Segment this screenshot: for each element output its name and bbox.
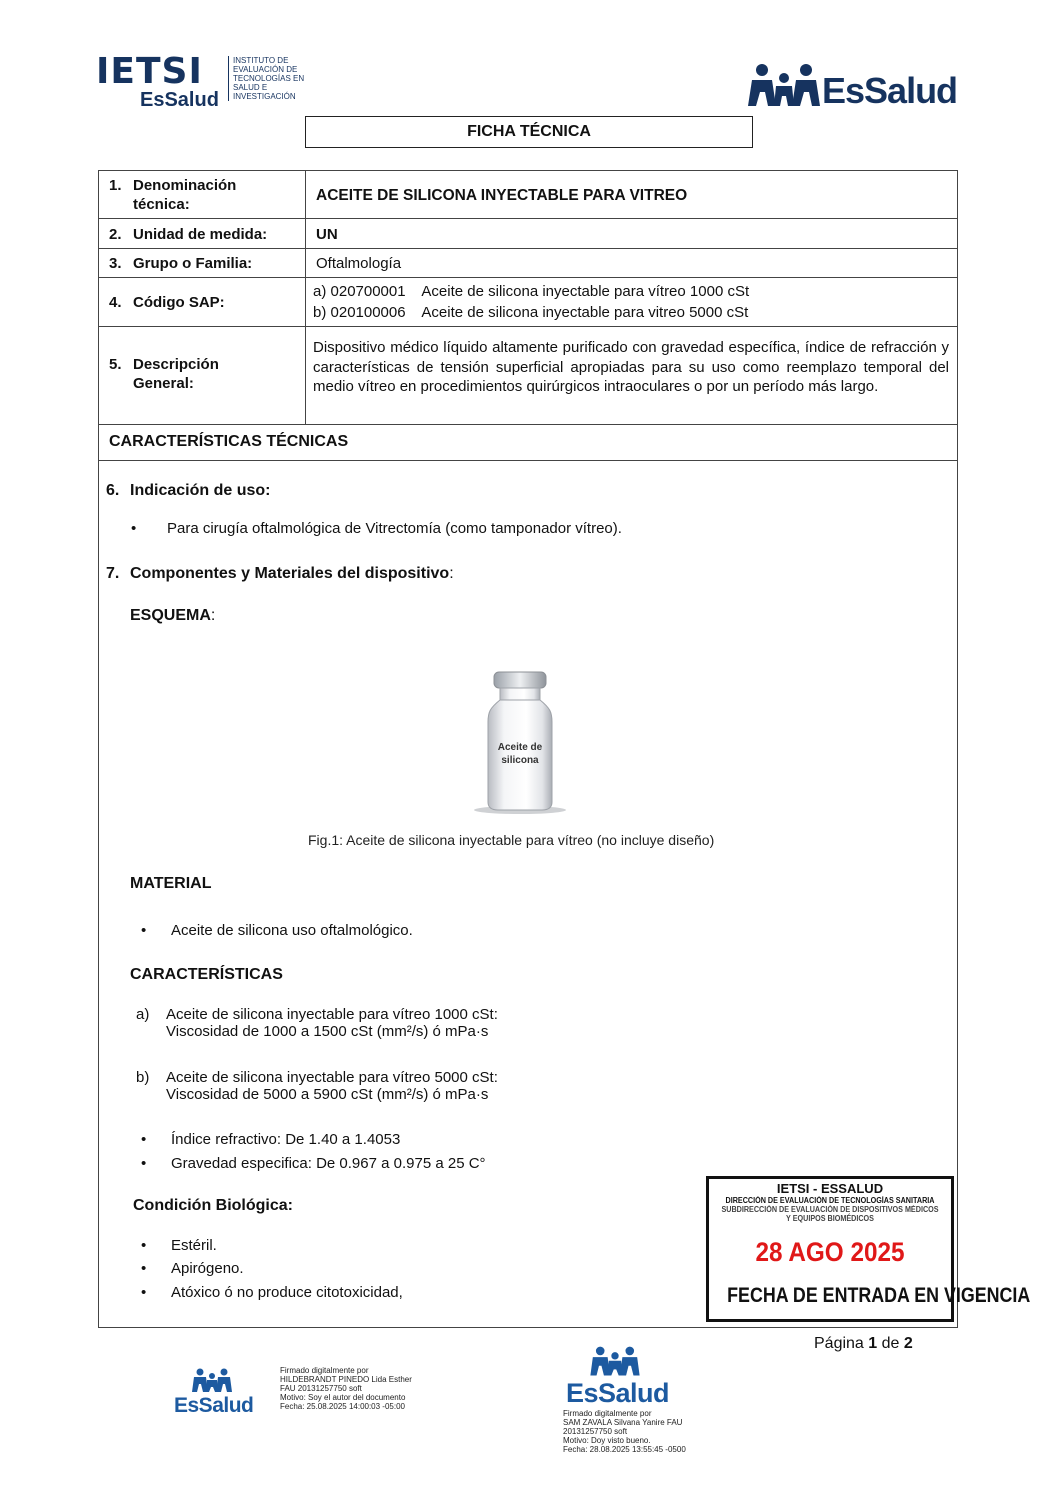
esquema-text: ESQUEMA: [130, 607, 211, 624]
ietsi-line: INVESTIGACIÓN: [233, 92, 296, 101]
caracteristicas-title: CARACTERÍSTICAS: [130, 966, 283, 983]
row-label-text: Código SAP:: [133, 294, 225, 311]
silicone-vial-image: [472, 668, 568, 814]
pager-total: 2: [903, 1335, 913, 1352]
row-label-text: Descripción: [133, 356, 219, 373]
item-letter: b): [136, 1069, 150, 1086]
essalud-logo-text: EsSalud: [822, 70, 958, 111]
row-number: 4.: [109, 294, 122, 311]
row-5-label: [109, 355, 219, 393]
row-2-label: [109, 225, 267, 244]
ietsi-logo-text: IETSI: [96, 51, 203, 92]
section-title-colon: :: [449, 565, 454, 582]
bullet-icon: •: [141, 1284, 147, 1301]
signature-right-text: [563, 1409, 686, 1454]
stamp-title: IETSI - ESSALUD: [776, 1181, 884, 1196]
signature-line: HILDEBRANDT PINEDO Lida Esther: [280, 1375, 412, 1384]
row-divider: [98, 248, 958, 249]
row-number: 1.: [109, 177, 122, 194]
family-icon: [192, 1368, 232, 1394]
stamp-date: 28 AGO 2025: [755, 1237, 905, 1267]
column-divider: [305, 170, 306, 424]
section-title-text: Indicación de uso:: [130, 482, 271, 499]
bullet-icon: •: [141, 1260, 147, 1277]
signature-line: Firmado digitalmente por: [563, 1409, 652, 1418]
list-item-text: Estéril.: [171, 1237, 217, 1254]
section-title-text: Componentes y Materiales del dispositivo: [130, 565, 450, 582]
row-divider: [98, 460, 958, 461]
ietsi-line: INSTITUTO DE: [233, 56, 289, 65]
row-1-value: ACEITE DE SILICONA INYECTABLE PARA VITREO: [316, 187, 688, 204]
row-divider: [98, 218, 958, 219]
item-text: Viscosidad de 5000 a 5900 cSt (mm²/s) ó mPa·s: [166, 1086, 489, 1103]
esquema-title: [130, 607, 215, 625]
list-item: [141, 1260, 244, 1277]
ietsi-institute-name: [228, 56, 313, 101]
vial-icon: [472, 668, 568, 814]
material-title: MATERIAL: [130, 875, 212, 892]
section-header: CARACTERÍSTICAS TÉCNICAS: [109, 433, 349, 450]
signature-right-logo: [566, 1346, 670, 1408]
signature-line: Motivo: Soy el autor del documento: [280, 1393, 406, 1402]
list-item: [141, 1155, 486, 1172]
stamp-line-2: SUBDIRECCIÓN DE EVALUACIÓN DE DISPOSITIVOS MÉDICOS Y EQUIPOS BIOMÉDICOS: [721, 1205, 939, 1223]
ietsi-line: EVALUACIÓN DE: [233, 65, 298, 74]
family-icon: [748, 62, 820, 112]
row-3-value: Oftalmología: [316, 255, 402, 272]
row-divider: [98, 326, 958, 327]
row-number: 2.: [109, 226, 122, 243]
row-number: 5.: [109, 356, 122, 373]
ietsi-line: SALUD E: [233, 83, 268, 92]
row-label-text: Denominación: [133, 177, 237, 194]
list-item: [141, 922, 413, 939]
row-number: 3.: [109, 255, 122, 272]
pager-current: 1: [868, 1335, 878, 1352]
row-4-value-a: a) 020700001 Aceite de silicona inyectable para vítreo 1000 cSt: [313, 283, 750, 300]
bullet-icon: •: [141, 1237, 147, 1254]
signature-line: Fecha: 25.08.2025 14:00:03 -05:00: [280, 1402, 405, 1411]
item-text: Aceite de silicona inyectable para vítreo 5000 cSt:: [166, 1069, 498, 1086]
row-4-label: [109, 293, 225, 312]
page-number: [814, 1335, 913, 1353]
pager-middle: de: [877, 1335, 904, 1352]
row-label-text: Unidad de medida:: [133, 226, 268, 243]
item-text: Aceite de silicona inyectable para vítreo 1000 cSt:: [166, 1006, 498, 1023]
item-text: Viscosidad de 1000 a 1500 cSt (mm²/s) ó mPa·s: [166, 1023, 489, 1040]
stamp-footer: FECHA DE ENTRADA EN VIGENCIA: [727, 1284, 1031, 1307]
list-item: [141, 1284, 403, 1301]
row-2-value: UN: [316, 226, 338, 243]
bio-title: Condición Biológica:: [133, 1197, 293, 1214]
section-number: 7.: [106, 565, 120, 582]
figure-caption: Fig.1: Aceite de silicona inyectable para vítreo (no incluye diseño): [308, 832, 715, 848]
list-item-text: Para cirugía oftalmológica de Vitrectomía (como tamponador vítreo).: [167, 520, 622, 537]
ietsi-line: TECNOLOGÍAS EN: [233, 74, 305, 83]
signature-line: Motivo: Doy visto bueno.: [563, 1436, 651, 1445]
section-6-title: [106, 482, 270, 500]
signature-right-logo-text: EsSalud: [566, 1378, 670, 1408]
row-label-text: técnica:: [133, 196, 190, 213]
row-divider: [98, 424, 958, 425]
family-icon: [590, 1346, 640, 1378]
bullet-icon: •: [141, 922, 147, 939]
list-item: [141, 1131, 400, 1148]
bullet-icon: •: [141, 1155, 147, 1172]
signature-line: FAU 20131257750 soft: [280, 1384, 362, 1393]
pager-prefix: Página: [814, 1335, 869, 1352]
vial-label-line-1: Aceite de: [497, 742, 543, 753]
vial-label-line-2: silicona: [501, 755, 539, 766]
list-item-text: Gravedad especifica: De 0.967 a 0.975 a 25 C°: [171, 1155, 486, 1172]
signature-left-text: [280, 1366, 412, 1411]
ietsi-logo-subtext: EsSalud: [140, 89, 219, 111]
caract-item-a: [136, 1006, 498, 1040]
signature-left-logo-text: EsSalud: [174, 1394, 254, 1417]
section-number: 6.: [106, 482, 120, 499]
list-item: [131, 520, 622, 537]
list-item: [141, 1237, 217, 1254]
list-item-text: Atóxico ó no produce citotoxicidad,: [171, 1284, 403, 1301]
row-5-value: Dispositivo médico líquido altamente purificado con gravedad específica, índice de refracción y características de tensión superficial apropiadas para su uso como reemplazo temporal del medio vítreo en procedimientos quirúrgicos intraoculares o por un período más largo.: [313, 339, 949, 395]
item-letter: a): [136, 1006, 150, 1023]
signature-line: Fecha: 28.08.2025 13:55:45 -0500: [563, 1445, 686, 1454]
row-1-label: [109, 176, 236, 214]
row-4-value-b: b) 020100006 Aceite de silicona inyectable para vitreo 5000 cSt: [313, 304, 749, 321]
signature-line: 20131257750 soft: [563, 1427, 628, 1436]
list-item-text: Apirógeno.: [171, 1260, 244, 1277]
list-item-text: Aceite de silicona uso oftalmológico.: [171, 922, 413, 939]
row-label-text: Grupo o Familia:: [133, 255, 253, 272]
bullet-icon: •: [141, 1131, 147, 1148]
validity-stamp: [706, 1176, 1031, 1322]
bullet-icon: •: [131, 520, 137, 537]
caract-item-b: [136, 1069, 498, 1103]
signature-left-logo: [172, 1368, 252, 1418]
row-label-text: General:: [133, 375, 194, 392]
list-item-text: Índice refractivo: De 1.40 a 1.4053: [171, 1131, 401, 1148]
section-7-title: [106, 565, 454, 583]
essalud-logo: [748, 62, 970, 112]
esquema-colon: :: [210, 607, 216, 624]
stamp-line-1: DIRECCIÓN DE EVALUACIÓN DE TECNOLOGÍAS SANITARIA: [725, 1196, 935, 1205]
row-divider: [98, 277, 958, 278]
row-3-label: [109, 254, 252, 273]
page-title: FICHA TÉCNICA: [305, 116, 753, 148]
signature-line: SAM ZAVALA Silvana Yanire FAU: [563, 1418, 683, 1427]
signature-line: Firmado digitalmente por: [280, 1366, 369, 1375]
